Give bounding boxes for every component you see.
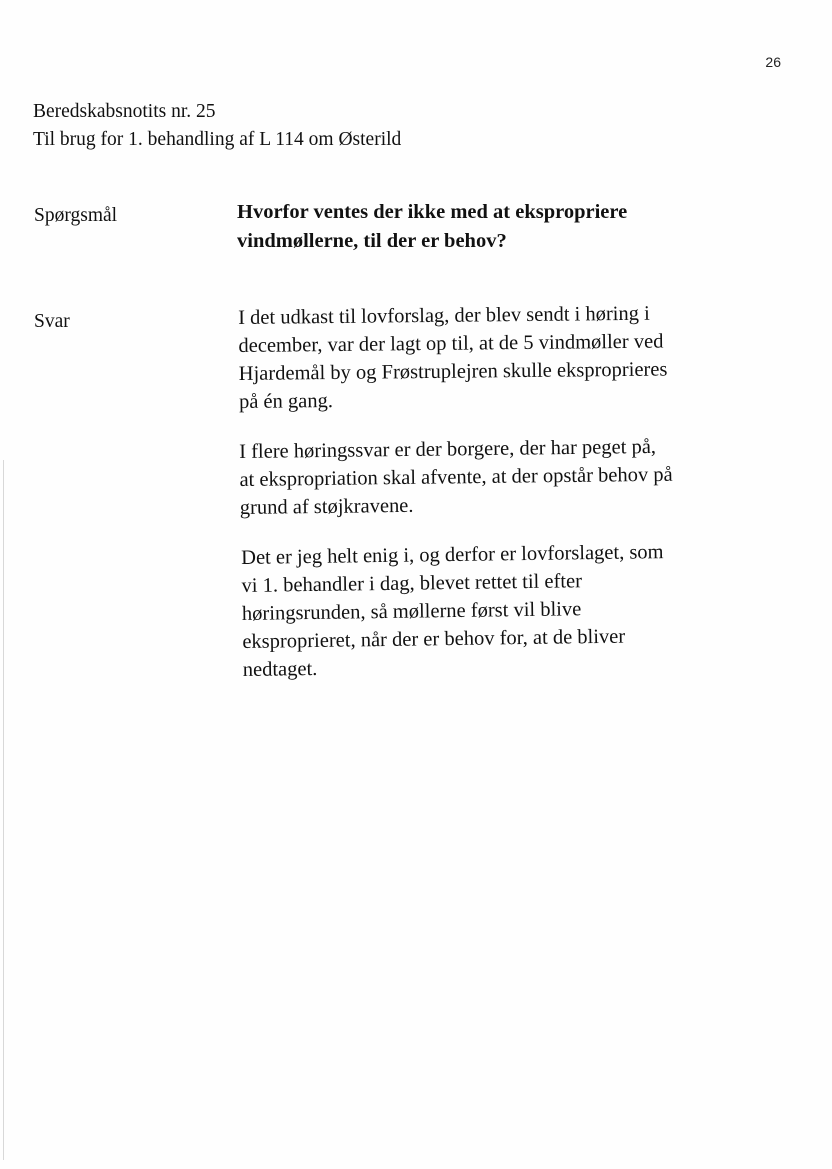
answer-line: I det udkast til lovforslag, der blev sendt i høring i [238, 302, 650, 329]
answer-text [238, 304, 728, 706]
answer-line: at ekspropriation skal afvente, at der opstår behov på [239, 463, 673, 491]
question-line: Hvorfor ventes der ikke med at ekspropriere [237, 201, 628, 223]
answer-line: Hjardemål by og Frøstruplejren skulle eksproprieres [238, 358, 668, 385]
answer-line: I flere høringssvar er der borgere, der har peget på, [239, 435, 657, 463]
document-header [33, 98, 401, 154]
answer-line: vi 1. behandler i dag, blevet rettet til efter [241, 570, 583, 597]
scan-edge-line [3, 460, 4, 1160]
answer-paragraph-1 [238, 299, 729, 416]
header-line-notice-number: Beredskabsnotits nr. 25 [33, 101, 216, 122]
answer-line: december, var der lagt op til, at de 5 vindmøller ved [238, 330, 664, 357]
answer-label: Svar [34, 311, 70, 332]
question-text [237, 198, 707, 256]
page-number: 26 [765, 54, 781, 70]
answer-line: Det er jeg helt enig i, og derfor er lovforslaget, som [241, 541, 664, 569]
answer-line: grund af støjkravene. [239, 494, 414, 519]
answer-line: nedtaget. [242, 657, 318, 681]
answer-line: eksproprieret, når der er behov for, at de bliver [242, 625, 626, 653]
answer-line: høringsrunden, så møllerne først vil blive [241, 598, 582, 625]
header-line-purpose: Til brug for 1. behandling af L 114 om Østerild [33, 129, 402, 150]
answer-paragraph-3 [241, 537, 730, 684]
answer-line: på én gang. [238, 390, 334, 413]
question-label: Spørgsmål [34, 205, 118, 226]
question-line: vindmøllerne, til der er behov? [237, 230, 507, 252]
answer-paragraph-2 [239, 432, 729, 522]
